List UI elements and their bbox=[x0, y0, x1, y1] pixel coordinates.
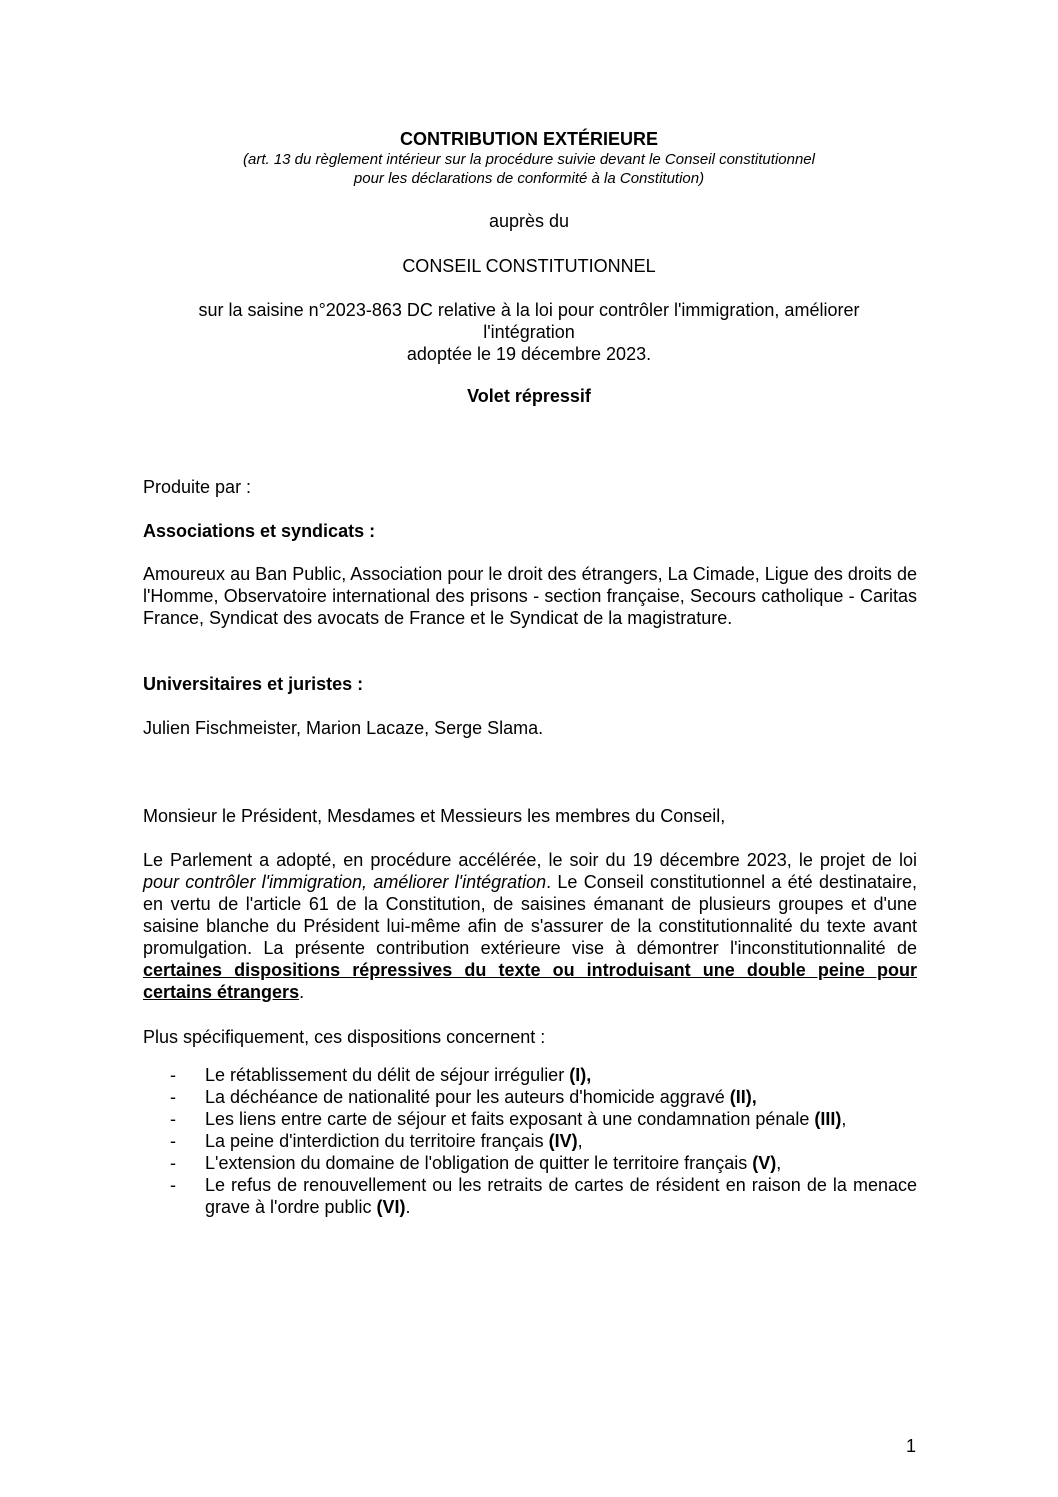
list-dash: - bbox=[170, 1065, 176, 1085]
list-dash: - bbox=[170, 1109, 176, 1129]
associations-list: Amoureux au Ban Public, Association pour le droit des étrangers, La Cimade, Ligue des droits de l'Homme, Observatoire international des prisons - section française, Secours catholique - Caritas France, Syndicat des avocats de France et le Syndicat de la magistrature. bbox=[143, 564, 917, 628]
list-item: - L'extension du domaine de l'obligation de quitter le territoire français (V), bbox=[170, 1153, 782, 1173]
list-item: - La déchéance de nationalité pour les auteurs d'homicide aggravé (II), bbox=[170, 1087, 757, 1107]
saisine-line-1: sur la saisine n°2023-863 DC relative à la loi pour contrôler l'immigration, améliorer bbox=[198, 300, 860, 320]
list-ref: (IV) bbox=[548, 1131, 578, 1151]
saisine-line-2: l'intégration bbox=[483, 322, 575, 342]
list-item: - Les liens entre carte de séjour et faits exposant à une condamnation pénale (III), bbox=[170, 1109, 847, 1129]
provisions-intro: Plus spécifiquement, ces dispositions concernent : bbox=[143, 1027, 546, 1047]
page-number: 1 bbox=[905, 1436, 916, 1456]
saisine-text bbox=[0, 299, 1058, 365]
universitaires-heading: Universitaires et juristes : bbox=[143, 674, 364, 694]
salutation: Monsieur le Président, Mesdames et Messieurs les membres du Conseil, bbox=[143, 806, 726, 826]
list-ref: (VI) bbox=[376, 1197, 406, 1217]
list-ref: (II) bbox=[729, 1087, 752, 1107]
intro-emphasis: certaines dispositions répressives du texte ou introduisant une double peine pour certains étrangers bbox=[143, 960, 917, 1002]
conseil-name: CONSEIL CONSTITUTIONNEL bbox=[402, 256, 656, 276]
list-dash: - bbox=[170, 1153, 176, 1173]
associations-heading: Associations et syndicats : bbox=[143, 521, 376, 541]
list-dash: - bbox=[170, 1175, 176, 1195]
intro-end: . bbox=[299, 982, 305, 1002]
subtitle-line-2: pour les déclarations de conformité à la Constitution) bbox=[353, 170, 705, 187]
volet-heading: Volet répressif bbox=[467, 386, 591, 406]
list-ref: (I) bbox=[569, 1065, 587, 1085]
list-item: - La peine d'interdiction du territoire français (IV), bbox=[170, 1131, 583, 1151]
list-dash: - bbox=[170, 1087, 176, 1107]
list-dash: - bbox=[170, 1131, 176, 1151]
list-ref: (V) bbox=[752, 1153, 777, 1173]
saisine-line-3: adoptée le 19 décembre 2023. bbox=[406, 344, 652, 364]
intro-part-1: Le Parlement a adopté, en procédure accélérée, le soir du 19 décembre 2023, le projet de loi bbox=[143, 850, 917, 870]
aupres-text: auprès du bbox=[488, 211, 570, 231]
produite-label: Produite par : bbox=[143, 477, 252, 497]
intro-paragraph bbox=[143, 849, 917, 1003]
list-item: - Le refus de renouvellement ou les retraits de cartes de résident en raison de la menace grave à l'ordre public (VI). bbox=[170, 1175, 917, 1217]
law-title-italic: pour contrôler l'immigration, améliorer l'intégration bbox=[143, 872, 547, 892]
document-subtitle bbox=[0, 150, 1058, 188]
list-item: - Le rétablissement du délit de séjour irrégulier (I), bbox=[170, 1065, 592, 1085]
intro-part-2: . Le Conseil constitutionnel a été destinataire, en vertu de l'article 61 de la Constitution, de saisines émanant de plusieurs groupes et d'une saisine blanche du Président lui-même afin de s'assurer de la constitutionnalité du texte avant promulgation. La présente contribution extérieure vise à démontrer l'inconstitutionnalité de bbox=[143, 872, 917, 958]
subtitle-line-1: (art. 13 du règlement intérieur sur la procédure suivie devant le Conseil constitutionnel bbox=[243, 151, 815, 168]
universitaires-list: Julien Fischmeister, Marion Lacaze, Serge Slama. bbox=[143, 718, 544, 738]
provisions-list bbox=[170, 1064, 917, 1218]
document-title: CONTRIBUTION EXTÉRIEURE bbox=[399, 129, 658, 149]
list-ref: (III) bbox=[814, 1109, 842, 1129]
